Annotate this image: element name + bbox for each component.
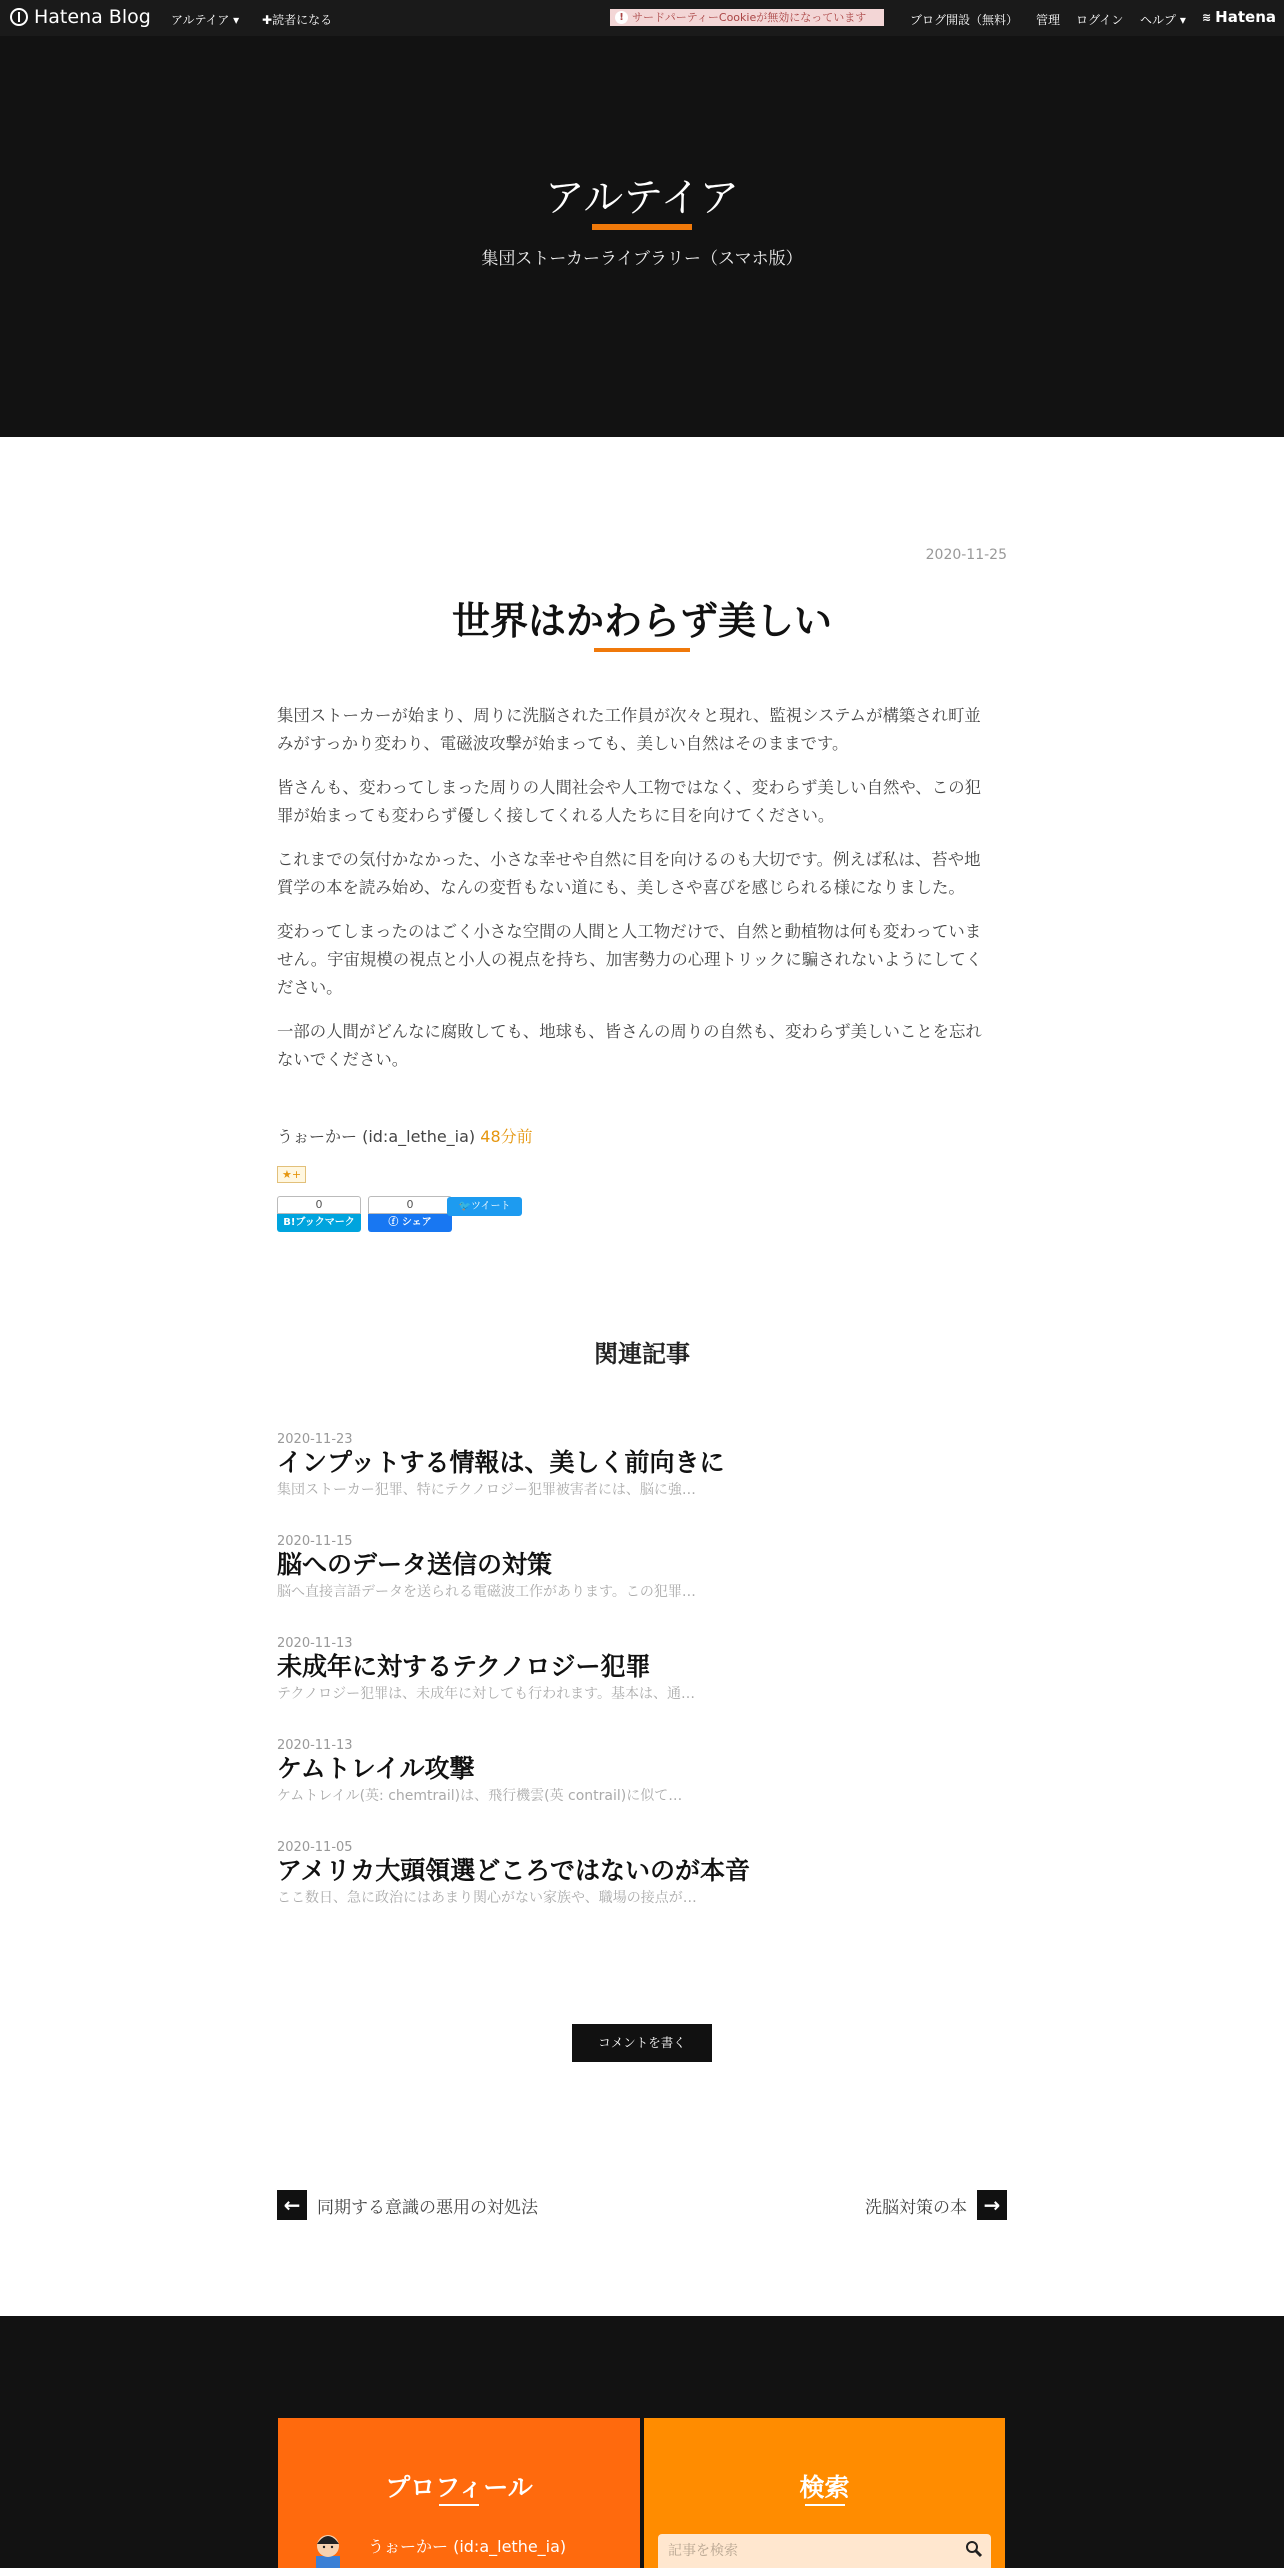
search-input[interactable]: 記事を検索 [658, 2534, 991, 2568]
facebook-share-button[interactable] [368, 1196, 452, 1236]
profile-name[interactable]: うぉーかー (id:a_lethe_ia) [368, 2537, 567, 2556]
arrow-left-icon: ← [277, 2190, 307, 2220]
cookie-warning-badge[interactable]: ! サードパーティーCookieが無効になっています [610, 9, 884, 26]
related-date: 2020-11-15 [277, 1534, 353, 1549]
title-underline [592, 224, 692, 230]
entry-content [277, 702, 992, 1090]
related-title[interactable]: 脳へのデータ送信の対策 [277, 1550, 553, 1579]
blog-header [0, 36, 1284, 437]
hatena-link[interactable]: ≋ Hatena [1201, 8, 1276, 26]
hatena-logo-icon [10, 8, 28, 26]
related-excerpt: 脳へ直接言語データを送られる電磁波工作があります。この犯罪… [277, 1584, 696, 1600]
author-link[interactable]: うぉーかー (id:a_lethe_ia) [277, 1127, 476, 1146]
related-entry[interactable] [277, 1636, 992, 1703]
related-excerpt: テクノロジー犯罪は、未成年に対しても行われます。基本は、通… [277, 1686, 696, 1702]
entry-paragraph: これまでの気付かなかった、小さな幸せや自然に目を向けるのも大切です。例えば私は、苔や地質学の本を読み始め、なんの変哲もない道にも、美しさや喜びを感じられる様になりました。 [277, 850, 981, 897]
wifi-icon: ≋ [1201, 10, 1212, 24]
share-label: シェア [401, 1217, 432, 1228]
blog-menu-button[interactable]: アルテイア ▾ [171, 13, 240, 27]
logo-text: Hatena Blog [34, 6, 151, 28]
entry-date[interactable]: 2020-11-25 [925, 547, 1007, 563]
related-title[interactable]: アメリカ大頭領選どころではないのが本音 [277, 1856, 751, 1885]
add-star-button[interactable]: ★+ [277, 1166, 306, 1183]
entry-byline [277, 1124, 533, 1147]
login-link[interactable]: ログイン [1076, 13, 1124, 27]
related-entry[interactable] [277, 1432, 992, 1499]
related-title[interactable]: インプットする情報は、美しく前向きに [277, 1448, 725, 1477]
related-entry[interactable] [277, 1534, 992, 1601]
entry-paragraph: 皆さんも、変わってしまった周りの人間社会や人工物ではなく、変わらず美しい自然や、この犯罪が始まっても変わらず優しく接してくれる人たちに目を向けてください。 [277, 778, 981, 825]
avatar[interactable] [306, 2530, 350, 2568]
prev-entry-title: 同期する意識の悪用の対処法 [317, 2197, 538, 2218]
facebook-icon: ⓕ [388, 1217, 402, 1228]
entry-title-underline [594, 648, 690, 652]
related-date: 2020-11-05 [277, 1840, 353, 1855]
search-icon[interactable] [965, 2540, 983, 2558]
entry-paragraph: 一部の人間がどんなに腐敗しても、地球も、皆さんの周りの自然も、変わらず美しいことを忘れないでください。 [277, 1022, 982, 1069]
heading-underline [439, 2504, 479, 2506]
related-date: 2020-11-23 [277, 1432, 353, 1447]
related-excerpt: 集団ストーカー犯罪、特にテクノロジー犯罪被害者には、脳に強… [277, 1482, 696, 1498]
related-entry[interactable] [277, 1738, 992, 1805]
write-comment-button[interactable]: コメントを書く [572, 2024, 712, 2062]
help-menu[interactable]: ヘルプ ▾ [1140, 13, 1186, 27]
profile-module [278, 2418, 640, 2568]
tweet-button[interactable]: 🐦ツイート [447, 1197, 522, 1216]
arrow-right-icon: → [977, 2190, 1007, 2220]
related-excerpt: ケムトレイル(英: chemtrail)は、飛行機雲(英 contrail)に似て… [277, 1788, 683, 1804]
plus-icon: ✚ [262, 13, 273, 27]
open-blog-link[interactable]: ブログ開設（無料） [910, 13, 1019, 27]
blog-description: 集団ストーカーライブラリー（スマホ版） [481, 249, 803, 269]
related-date: 2020-11-13 [277, 1636, 353, 1651]
hatena-blog-logo[interactable] [10, 6, 151, 28]
footer [0, 2316, 1284, 2568]
twitter-bird-icon: 🐦 [458, 1201, 471, 1212]
heading-underline [805, 2504, 845, 2506]
search-module [644, 2418, 1005, 2568]
related-title[interactable]: ケムトレイル攻撃 [277, 1754, 475, 1783]
entry-title[interactable]: 世界はかわらず美しい [451, 599, 832, 643]
profile-heading: プロフィール [385, 2473, 533, 2502]
search-heading: 検索 [799, 2473, 850, 2502]
admin-link[interactable]: 管理 [1036, 13, 1061, 27]
related-excerpt: ここ数日、急に政治にはあまり関心がない家族や、職場の接点が… [277, 1890, 697, 1906]
related-title[interactable]: 未成年に対するテクノロジー犯罪 [277, 1652, 651, 1681]
bookmark-label: B!ブックマーク [277, 1214, 361, 1232]
hatena-bookmark-button[interactable] [277, 1196, 361, 1236]
bookmark-count: 0 [277, 1196, 361, 1214]
prev-entry-link[interactable] [277, 2190, 538, 2220]
entry-paragraph: 変わってしまったのはごく小さな空間の人間と人工物だけで、自然と動植物は何も変わっていません。宇宙規模の視点と小人の視点を持ち、加害勢力の心理トリックに騙されないようにしてください。 [277, 922, 983, 997]
share-count: 0 [368, 1196, 452, 1214]
entry-time-link[interactable]: 48分前 [480, 1127, 533, 1146]
info-icon: ! [615, 11, 628, 24]
related-heading: 関連記事 [594, 1340, 690, 1368]
related-date: 2020-11-13 [277, 1738, 353, 1753]
related-entry[interactable] [277, 1840, 992, 1907]
next-entry-link[interactable] [865, 2190, 1007, 2220]
next-entry-title: 洗脳対策の本 [865, 2197, 967, 2218]
global-header [0, 0, 1284, 36]
subscribe-button[interactable]: ✚読者になる [262, 13, 333, 27]
blog-title[interactable]: アルテイア [544, 175, 740, 221]
entry-paragraph: 集団ストーカーが始まり、周りに洗脳された工作員が次々と現れ、監視システムが構築され町並みがすっかり変わり、電磁波攻撃が始まっても、美しい自然はそのままです。 [277, 706, 981, 753]
